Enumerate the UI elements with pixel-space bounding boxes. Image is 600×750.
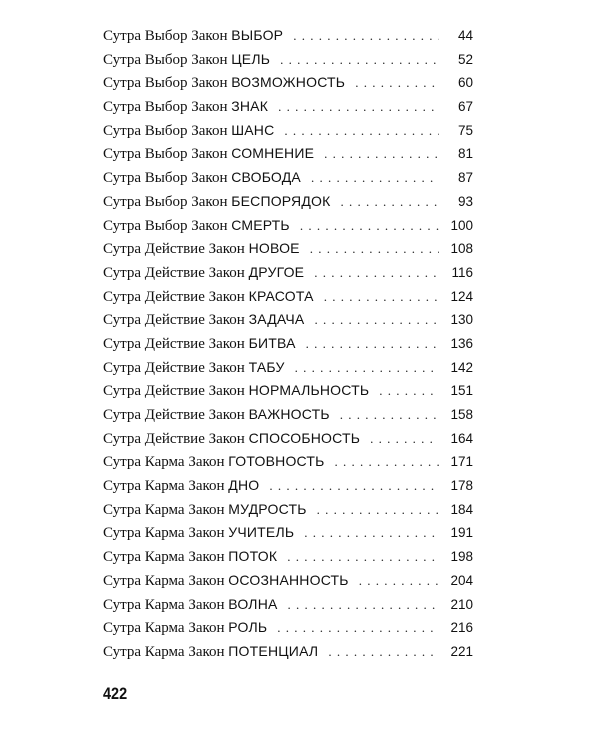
entry-page-number: 136: [450, 335, 473, 351]
entry-page-number: 204: [450, 572, 473, 588]
dot-leader: [295, 356, 439, 380]
dot-leader: [359, 569, 439, 593]
entry-title: Сутра Выбор Закон СОМНЕНИЕ: [103, 145, 315, 163]
entry-page-number: 93: [457, 193, 473, 209]
entry-page-number: 184: [450, 501, 473, 517]
toc-entry: [103, 48, 473, 72]
toc-entry: [103, 119, 473, 143]
entry-title: Сутра Действие Закон НОРМАЛЬНОСТЬ: [103, 382, 370, 400]
page-number: 422: [103, 684, 128, 703]
toc-entry: [103, 569, 473, 593]
entry-title: Сутра Действие Закон ЗАДАЧА: [103, 311, 305, 329]
toc-entry: [103, 166, 473, 190]
entry-page-number: 116: [451, 264, 473, 280]
dot-leader: [306, 332, 439, 356]
entry-title: Сутра Выбор Закон ЦЕЛЬ: [103, 50, 271, 68]
entry-page-number: 87: [457, 170, 473, 186]
toc-entry: [103, 356, 473, 380]
dot-leader: [335, 450, 439, 474]
dot-leader: [284, 119, 439, 143]
dot-leader: [314, 308, 439, 332]
entry-title: Сутра Карма Закон ПОТЕНЦИАЛ: [103, 642, 319, 660]
entry-page-number: 158: [450, 407, 473, 422]
entry-title: Сутра Карма Закон ПОТОК: [103, 548, 278, 566]
dot-leader: [379, 379, 439, 403]
dot-leader: [314, 261, 439, 285]
dot-leader: [280, 48, 439, 72]
toc-entry: [103, 450, 473, 474]
toc-entry: [103, 427, 473, 451]
toc-entry: [103, 261, 473, 285]
entry-title: Сутра Карма Закон РОЛЬ: [103, 619, 268, 637]
dot-leader: [304, 521, 439, 545]
toc-entry: [103, 190, 473, 214]
entry-page-number: 81: [457, 146, 473, 162]
entry-page-number: 151: [450, 383, 473, 399]
entry-page-number: 221: [450, 643, 473, 659]
toc-entry: [103, 521, 473, 545]
table-of-contents: [103, 24, 473, 664]
dot-leader: [277, 616, 439, 640]
toc-entry: [103, 403, 473, 427]
dot-leader: [340, 403, 439, 427]
entry-title: Сутра Действие Закон СПОСОБНОСТЬ: [103, 429, 361, 447]
dot-leader: [317, 498, 439, 522]
toc-entry: [103, 285, 473, 309]
entry-page-number: 60: [457, 75, 473, 91]
entry-page-number: 171: [450, 454, 473, 470]
entry-page-number: 142: [450, 359, 473, 375]
entry-page-number: 198: [450, 549, 473, 565]
entry-title: Сутра Действие Закон КРАСОТА: [103, 287, 314, 305]
entry-page-number: 52: [457, 51, 473, 67]
entry-page-number: 108: [450, 241, 473, 257]
toc-entry: [103, 71, 473, 95]
entry-title: Сутра Выбор Закон ВЫБОР: [103, 27, 284, 44]
toc-entry: [103, 593, 473, 617]
toc-entry: [103, 498, 473, 522]
entry-page-number: 210: [450, 596, 473, 612]
entry-title: Сутра Карма Закон ДНО: [103, 477, 260, 495]
entry-title: Сутра Выбор Закон ЗНАК: [103, 98, 269, 116]
dot-leader: [324, 142, 439, 166]
dot-leader: [311, 166, 439, 190]
entry-page-number: 164: [450, 430, 473, 446]
entry-title: Сутра Карма Закон ГОТОВНОСТЬ: [103, 453, 325, 471]
entry-title: Сутра Выбор Закон ШАНС: [103, 121, 275, 139]
dot-leader: [288, 593, 439, 617]
entry-title: Сутра Выбор Закон СМЕРТЬ: [103, 216, 290, 234]
toc-entry: [103, 308, 473, 332]
dot-leader: [293, 24, 439, 48]
toc-entry: [103, 237, 473, 261]
dot-leader: [355, 71, 439, 95]
entry-title: Сутра Действие Закон ТАБУ: [103, 358, 285, 376]
entry-title: Сутра Действие Закон ДРУГОЕ: [103, 263, 305, 281]
entry-page-number: 216: [450, 620, 473, 636]
dot-leader: [310, 237, 439, 261]
entry-page-number: 44: [457, 28, 473, 43]
entry-title: Сутра Карма Закон УЧИТЕЛЬ: [103, 524, 295, 542]
entry-title: Сутра Действие Закон НОВОЕ: [103, 240, 300, 258]
entry-page-number: 75: [457, 122, 473, 138]
entry-title: Сутра Карма Закон ОСОЗНАННОСТЬ: [103, 571, 349, 589]
toc-entry: [103, 545, 473, 569]
entry-title: Сутра Действие Закон ВАЖНОСТЬ: [103, 406, 330, 423]
toc-entry: [103, 640, 473, 664]
toc-entry: [103, 332, 473, 356]
dot-leader: [370, 427, 439, 451]
toc-entry: [103, 142, 473, 166]
dot-leader: [340, 190, 439, 214]
dot-leader: [287, 545, 439, 569]
entry-page-number: 100: [450, 217, 473, 233]
entry-page-number: 124: [450, 288, 473, 304]
entry-page-number: 130: [450, 312, 473, 328]
entry-title: Сутра Выбор Закон ВОЗМОЖНОСТЬ: [103, 74, 346, 92]
toc-entry: [103, 95, 473, 119]
entry-page-number: 178: [450, 478, 473, 494]
entry-title: Сутра Карма Закон ВОЛНА: [103, 595, 278, 613]
toc-entry: [103, 379, 473, 403]
toc-entry: [103, 214, 473, 238]
entry-title: Сутра Выбор Закон СВОБОДА: [103, 169, 301, 187]
toc-entry: [103, 24, 473, 48]
entry-title: Сутра Карма Закон МУДРОСТЬ: [103, 500, 307, 518]
dot-leader: [324, 285, 439, 309]
dot-leader: [300, 214, 439, 238]
dot-leader: [278, 95, 439, 119]
dot-leader: [269, 474, 439, 498]
entry-page-number: 67: [457, 99, 473, 115]
entry-title: Сутра Действие Закон БИТВА: [103, 334, 296, 352]
entry-page-number: 191: [450, 525, 473, 541]
toc-entry: [103, 474, 473, 498]
entry-title: Сутра Выбор Закон БЕСПОРЯДОК: [103, 192, 331, 210]
dot-leader: [328, 640, 439, 664]
toc-entry: [103, 616, 473, 640]
